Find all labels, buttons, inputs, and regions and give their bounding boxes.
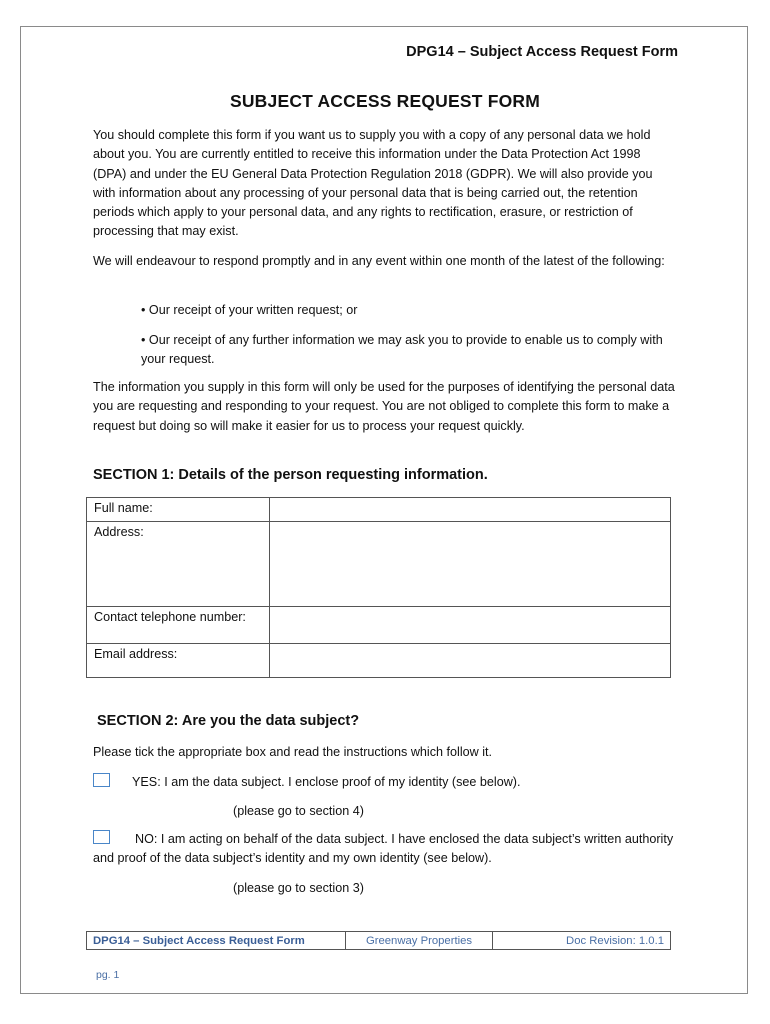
page-title: SUBJECT ACCESS REQUEST FORM (229, 91, 541, 111)
table-row (87, 607, 671, 644)
respond-paragraph: We will endeavour to respond promptly and in any event within one month of the latest of the following: (93, 254, 665, 268)
section2-heading: SECTION 2: Are you the data subject? (97, 713, 360, 729)
section1-heading: SECTION 1: Details of the person requesting information. (93, 467, 488, 483)
yes-option-text: YES: I am the data subject. I enclose proof of my identity (see below). (132, 775, 521, 789)
telephone-label: Contact telephone number: (87, 607, 270, 644)
no-option-note: (please go to section 3) (233, 881, 364, 895)
table-row (87, 498, 671, 522)
no-option-text: NO: I am acting on behalf of the data subject. I have enclosed the data subject’s written authority and proof of the data subject’s identity and my own identity (see below). (93, 832, 674, 866)
telephone-field[interactable] (270, 607, 671, 644)
section2-instructions: Please tick the appropriate box and read the instructions which follow it. (93, 745, 493, 759)
header-doc-title: DPG14 – Subject Access Request Form (406, 44, 678, 60)
info-use-paragraph: The information you supply in this form will only be used for the purposes of identifying the personal data you are requesting and responding to your request. You are not obliged to complete this form to make a request but doing so will make it easier for us to process your request quickly. (93, 380, 675, 433)
address-field[interactable] (270, 522, 671, 607)
intro-paragraph: You should complete this form if you want us to supply you with a copy of any personal data we hold about you. You are currently entitled to receive this information under the Data Protection Act 1998 (DPA) and under the EU General Data Protection Regulation 2018 (GDPR). We will also provide you with information about any processing of your personal data that is being carried out, the retention periods which apply to your personal data, and any rights to rectification, erasure, or restriction of processing that may exist. (93, 128, 653, 239)
yes-option-note: (please go to section 4) (233, 804, 364, 818)
full-name-field[interactable] (270, 498, 671, 522)
page-number: pg. 1 (96, 969, 120, 981)
footer-company: Greenway Properties (346, 932, 493, 950)
table-row (87, 932, 671, 950)
bullet-further-info: • Our receipt of any further information we may ask you to provide to enable us to comply with your request. (141, 333, 663, 367)
footer-table (86, 931, 671, 950)
table-row (87, 644, 671, 678)
full-name-label: Full name: (87, 498, 270, 522)
bullet-written-request: • Our receipt of your written request; or (141, 303, 358, 317)
email-label: Email address: (87, 644, 270, 678)
table-row (87, 522, 671, 607)
address-label: Address: (87, 522, 270, 607)
footer-doc-title: DPG14 – Subject Access Request Form (87, 932, 346, 950)
footer-revision: Doc Revision: 1.0.1 (493, 932, 671, 950)
yes-checkbox[interactable] (93, 773, 110, 787)
email-field[interactable] (270, 644, 671, 678)
details-table (86, 497, 671, 678)
